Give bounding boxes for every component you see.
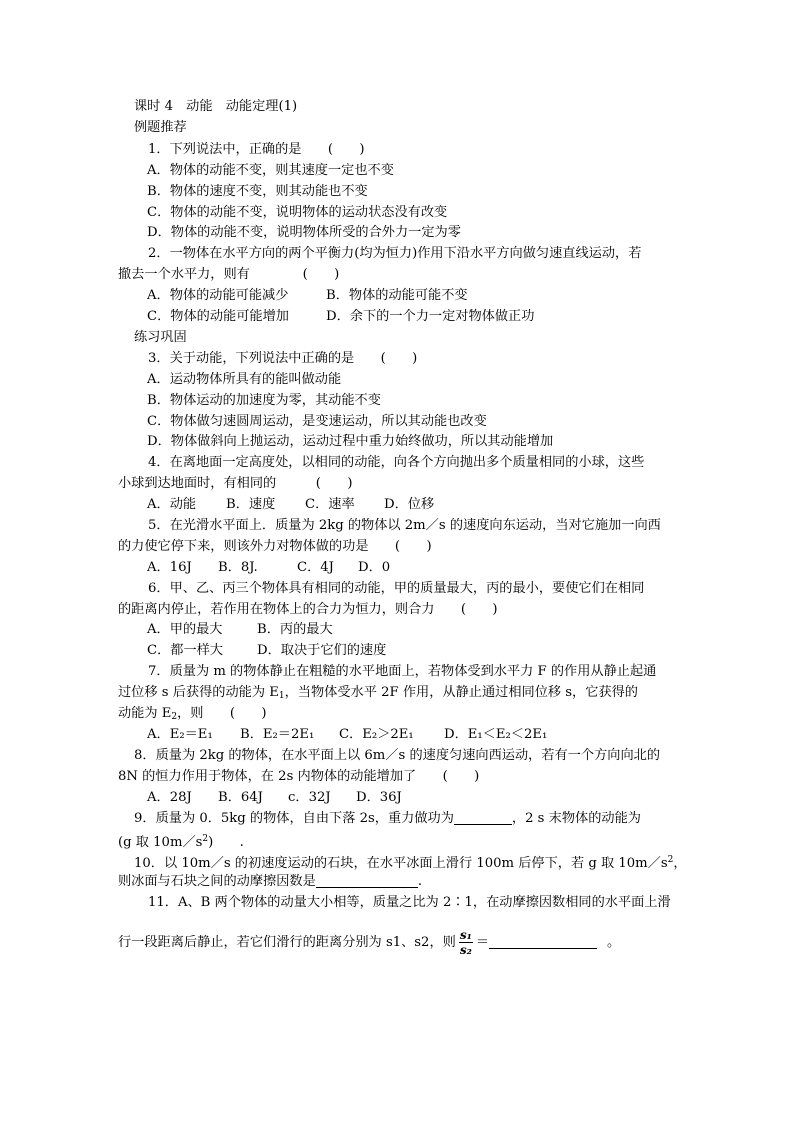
q6-stem-line2: 的距离内停止，若作用在物体上的合力为恒力，则合力 ( ) bbox=[118, 602, 498, 617]
q2-option-d: D．余下的一个力一定对物体做正功 bbox=[326, 309, 535, 324]
q2-option-c: C．物体的动能可能增加 bbox=[147, 309, 289, 324]
q3-option-b: B．物体运动的加速度为零，其动能不变 bbox=[147, 393, 381, 408]
q7-line3-text-a: 动能为 E bbox=[118, 706, 172, 721]
q9-line2-a: (g 取 10m／s bbox=[118, 835, 203, 850]
q8-option-b: B．64J bbox=[218, 790, 263, 805]
q2-stem-line2: 撤去一个水平力，则有 ( ) bbox=[118, 267, 340, 282]
q11-line2-a: 行一段距离后静止，若它们滑行的距离分别为 s1、s2，则 bbox=[118, 935, 456, 950]
q4-option-d: D．位移 bbox=[384, 497, 435, 512]
q6-option-a: A．甲的最大 bbox=[147, 622, 223, 637]
q9-answer-blank-work[interactable] bbox=[454, 810, 512, 825]
page-title: 课时 4 动能 动能定理(1) bbox=[134, 99, 298, 114]
q10-line1-sup: 2 bbox=[667, 855, 674, 865]
q9-line2-b: ) . bbox=[208, 835, 244, 850]
q7-line3-sub: 2 bbox=[171, 712, 178, 722]
q8-stem-line1: 8．质量为 2kg 的物体，在水平面上以 6m／s 的速度匀速向西运动，若有一个方向向北的 bbox=[134, 748, 661, 763]
q11-line2-c: 。 bbox=[607, 935, 621, 950]
q2-option-b: B．物体的动能可能不变 bbox=[326, 288, 468, 303]
q11-line2 bbox=[118, 928, 620, 957]
q5-option-b: B．8J. bbox=[218, 560, 258, 575]
q3-option-a: A．运动物体所具有的能叫做动能 bbox=[147, 372, 342, 387]
q4-option-a: A．动能 bbox=[147, 497, 197, 512]
q1-option-a: A．物体的动能不变，则其速度一定也不变 bbox=[147, 163, 394, 178]
q8-stem-line2: 8N 的恒力作用于物体，在 2s 内物体的动能增加了 ( ) bbox=[118, 769, 480, 784]
q6-option-b: B．丙的最大 bbox=[257, 622, 333, 637]
q3-option-c: C．物体做匀速圆周运动，是变速运动，所以其动能也改变 bbox=[147, 414, 487, 429]
q5-option-a: A．16J bbox=[147, 560, 192, 575]
q6-option-d: D．取决于它们的速度 bbox=[257, 643, 387, 658]
q10-line2 bbox=[118, 871, 422, 892]
q3-option-d: D．物体做斜向上抛运动，运动过程中重力始终做功，所以其动能增加 bbox=[147, 434, 554, 449]
q1-stem: 1．下列说法中，正确的是 ( ) bbox=[148, 142, 365, 157]
q7-option-b: B．E₂＝2E₁ bbox=[240, 727, 315, 742]
q7-line3-text-b: ，则 ( ) bbox=[177, 706, 267, 721]
q11-frac-numerator: s₁ bbox=[459, 928, 472, 942]
q5-stem-line2: 的力使它停下来，则该外力对物体做的功是 ( ) bbox=[118, 539, 432, 554]
q7-line2-sub: 1 bbox=[278, 691, 285, 701]
q9-text-b: ，2 s 末物体的动能为 bbox=[511, 811, 641, 826]
q11-fraction bbox=[459, 928, 473, 957]
q4-option-b: B．速度 bbox=[226, 497, 276, 512]
q8-option-a: A．28J bbox=[147, 790, 192, 805]
q7-option-c: C．E₂＞2E₁ bbox=[339, 727, 414, 742]
q1-option-d: D．物体的动能不变，说明物体所受的合外力一定为零 bbox=[147, 225, 461, 240]
q5-stem-line1: 5．在光滑水平面上．质量为 2kg 的物体以 2m／s 的速度向东运动，当对它施加一向西 bbox=[148, 518, 661, 533]
q2-option-a: A．物体的动能可能减少 bbox=[147, 288, 289, 303]
q10-line1-b: ， bbox=[673, 856, 687, 871]
q6-option-c: C．都一样大 bbox=[147, 643, 224, 658]
q7-line2-text-a: 过位移 s 后获得的动能为 E bbox=[118, 685, 279, 700]
q11-answer-blank[interactable] bbox=[489, 934, 597, 949]
q7-line2-text-b: ，当物体受水平 2F 作用，从静止通过相同位移 s，它获得的 bbox=[284, 685, 638, 700]
q5-option-d: D．0 bbox=[358, 560, 391, 575]
section-practice: 练习巩固 bbox=[134, 330, 187, 345]
q4-option-c: C．速率 bbox=[305, 497, 355, 512]
q4-stem-line2: 小球到达地面时，有相同的 ( ) bbox=[118, 476, 353, 491]
q7-stem-line1: 7．质量为 m 的物体静止在粗糙的水平地面上，若物体受到水平力 F 的作用从静止起通 bbox=[148, 664, 657, 679]
q11-frac-denominator: s₂ bbox=[459, 943, 472, 957]
q11-line2-b: ＝ bbox=[475, 935, 490, 950]
q10-line2-a: 则冰面与石块之间的动摩擦因数是 bbox=[118, 874, 316, 889]
q10-answer-blank[interactable] bbox=[316, 873, 418, 888]
q6-stem-line1: 6．甲、乙、丙三个物体具有相同的动能，甲的质量最大，丙的最小，要使它们在相同 bbox=[148, 581, 645, 596]
section-examples: 例题推荐 bbox=[134, 120, 187, 135]
q9-line2-sup: 2 bbox=[202, 834, 209, 844]
q2-stem-line1: 2．一物体在水平方向的两个平衡力(均为恒力)作用下沿水平方向做匀速直线运动，若 bbox=[148, 246, 642, 261]
q7-option-d: D．E₁＜E₂＜2E₁ bbox=[444, 727, 548, 742]
q9-line1 bbox=[134, 808, 641, 829]
q8-option-d: D．36J bbox=[356, 790, 402, 805]
q10-line1-a: 10．以 10m／s 的初速度运动的石块，在水平冰面上滑行 100m 后停下，若 g 取 10m／s bbox=[134, 856, 668, 871]
q7-option-a: A．E₂＝E₁ bbox=[147, 727, 213, 742]
q11-line1: 11．A、B 两个物体的动量大小相等，质量之比为 2∶1，在动摩擦因数相同的水平面上滑 bbox=[148, 895, 671, 910]
q4-stem-line1: 4．在离地面一定高度处，以相同的动能，向各个方向抛出多个质量相同的小球，这些 bbox=[148, 455, 645, 470]
q3-stem: 3．关于动能，下列说法中正确的是 ( ) bbox=[148, 351, 418, 366]
q8-option-c: c．32J bbox=[288, 790, 331, 805]
q9-text-a: 9．质量为 0．5kg 的物体，自由下落 2s，重力做功为 bbox=[134, 811, 454, 826]
q1-option-b: B．物体的速度不变，则其动能也不变 bbox=[147, 184, 368, 199]
q1-option-c: C．物体的动能不变，说明物体的运动状态没有改变 bbox=[147, 205, 448, 220]
q10-line2-b: . bbox=[417, 874, 423, 889]
q5-option-c: C．4J bbox=[297, 560, 334, 575]
